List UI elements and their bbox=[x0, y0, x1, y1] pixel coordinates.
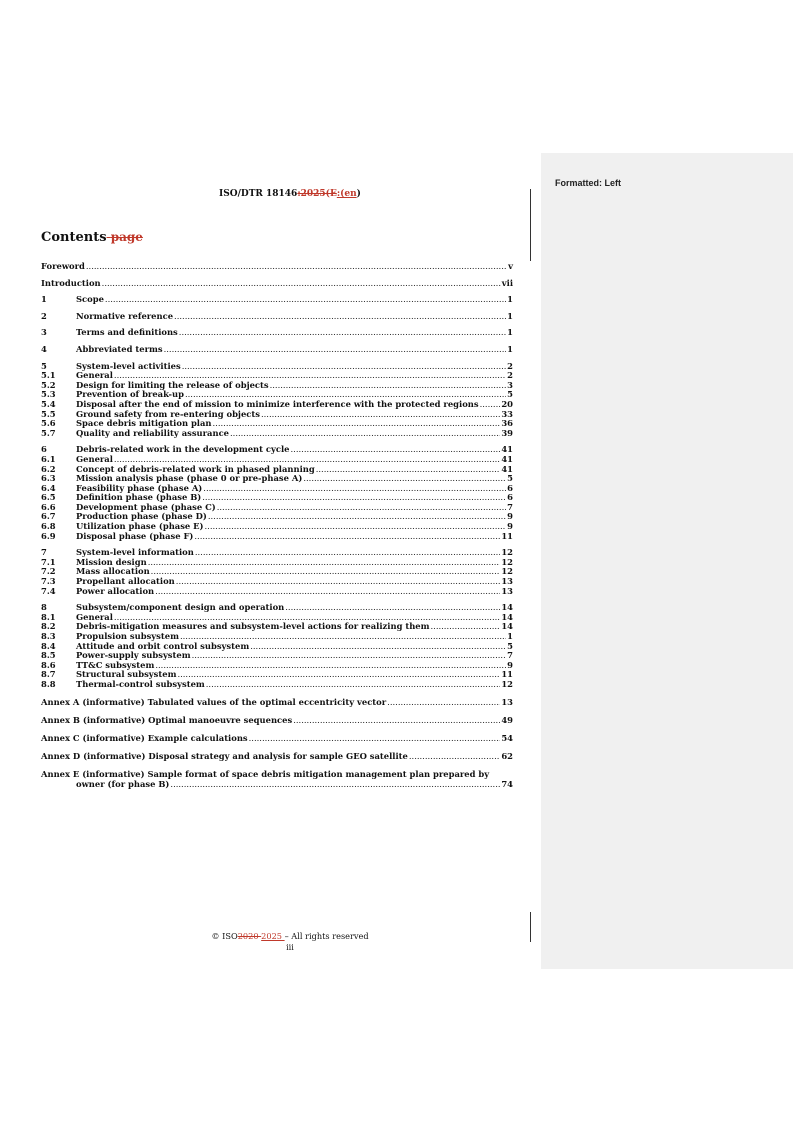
toc-entry[interactable] bbox=[41, 279, 513, 289]
toc-leader-dots bbox=[194, 532, 500, 542]
toc-entry-label: Debris-mitigation measures and subsystem-level actions for realizing them bbox=[76, 621, 430, 632]
toc-leader-dots bbox=[208, 512, 506, 522]
toc-annex-entry[interactable] bbox=[41, 734, 513, 744]
toc-annex-entry[interactable] bbox=[41, 752, 513, 762]
toc-entry-page: 12 bbox=[501, 556, 513, 567]
toc-entry-label: Abbreviated terms bbox=[76, 343, 163, 354]
table-of-contents bbox=[41, 262, 513, 790]
toc-entry-number: 6.6 bbox=[41, 501, 56, 512]
title-text: Contents bbox=[41, 230, 107, 245]
toc-entry-label: owner (for phase B) bbox=[76, 779, 170, 790]
toc-entry[interactable] bbox=[41, 262, 513, 272]
toc-entry-page: 14 bbox=[501, 602, 513, 613]
toc-entry-label: Development phase (phase C) bbox=[76, 501, 216, 512]
toc-leader-dots bbox=[303, 474, 506, 484]
toc-leader-dots bbox=[387, 698, 500, 708]
toc-entry[interactable] bbox=[41, 532, 513, 542]
toc-entry-page: 74 bbox=[501, 779, 513, 790]
toc-annex-entry[interactable] bbox=[41, 698, 513, 708]
toc-entry-label: Production phase (phase D) bbox=[76, 511, 207, 522]
toc-entry-number: 7.1 bbox=[41, 556, 56, 567]
toc-leader-dots bbox=[291, 445, 501, 455]
toc-leader-dots bbox=[174, 312, 506, 322]
toc-leader-dots bbox=[217, 503, 506, 513]
toc-entry-number: 7 bbox=[41, 547, 47, 558]
toc-entry-label: Annex D (informative) Disposal strategy and analysis for sample GEO satellite bbox=[41, 751, 408, 762]
toc-entry-number: 7.3 bbox=[41, 576, 56, 587]
toc-entry-number: 8 bbox=[41, 602, 47, 613]
toc-leader-dots bbox=[285, 603, 500, 613]
toc-entry-number: 7.2 bbox=[41, 566, 56, 577]
toc-entry-label: Feasibility phase (phase A) bbox=[76, 482, 203, 493]
toc-leader-dots bbox=[205, 522, 507, 532]
toc-entry-number: 8.6 bbox=[41, 659, 56, 670]
toc-entry-label: Mission analysis phase (phase 0 or pre-phase A) bbox=[76, 473, 303, 484]
toc-entry-label: System-level information bbox=[76, 547, 194, 558]
toc-entry-page: 12 bbox=[501, 547, 513, 558]
toc-entry-number: 5.1 bbox=[41, 370, 56, 381]
toc-entry-label: Introduction bbox=[41, 277, 101, 288]
toc-entry[interactable] bbox=[41, 345, 513, 355]
toc-entry-number: 6.2 bbox=[41, 463, 56, 474]
toc-entry-label: Concept of debris-related work in phased planning bbox=[76, 463, 315, 474]
page-header bbox=[0, 189, 580, 199]
toc-entry-label: Disposal after the end of mission to minimize interference with the protected regions bbox=[76, 398, 479, 409]
toc-entry-label: Power-supply subsystem bbox=[76, 650, 191, 661]
header-close: ) bbox=[356, 189, 361, 199]
toc-leader-dots bbox=[195, 548, 500, 558]
toc-leader-dots bbox=[409, 752, 500, 762]
footer-deleted-year: 2020 bbox=[237, 931, 262, 941]
toc-entry-page: 5 bbox=[507, 389, 513, 400]
footer-copyright: © ISO bbox=[211, 931, 238, 941]
toc-entry-number: 6 bbox=[41, 444, 47, 455]
toc-entry-page: 3 bbox=[507, 379, 513, 390]
toc-leader-dots bbox=[155, 587, 500, 597]
toc-entry-number: 8.5 bbox=[41, 650, 56, 661]
page-footer bbox=[0, 931, 580, 953]
toc-leader-dots bbox=[270, 381, 507, 391]
toc-entry-page: 13 bbox=[501, 697, 513, 708]
toc-entry[interactable] bbox=[41, 429, 513, 439]
toc-leader-dots bbox=[170, 780, 500, 790]
toc-annex-e[interactable] bbox=[41, 770, 513, 789]
toc-entry-page: 1 bbox=[507, 631, 513, 641]
toc-leader-dots bbox=[148, 558, 501, 568]
toc-entry-label: Mission design bbox=[76, 556, 147, 567]
toc-entry-number: 2 bbox=[41, 310, 47, 321]
header-deleted-text: :2025(E bbox=[297, 189, 337, 199]
toc-entry-page: 2 bbox=[507, 370, 513, 381]
toc-leader-dots bbox=[192, 651, 507, 661]
toc-leader-dots bbox=[293, 716, 500, 726]
toc-entry-label: TT&C subsystem bbox=[76, 659, 155, 670]
toc-entry-label: Subsystem/component design and operation bbox=[76, 602, 285, 613]
toc-entry-label: Annex E (informative) Sample format of space debris mitigation management plan prepared by bbox=[41, 769, 490, 780]
toc-leader-dots bbox=[261, 410, 500, 420]
toc-entry[interactable] bbox=[41, 312, 513, 322]
toc-entry-number: 5 bbox=[41, 360, 47, 371]
toc-entry-number: 8.7 bbox=[41, 669, 56, 680]
toc-entry[interactable] bbox=[41, 680, 513, 690]
header-inserted-text: :(en bbox=[336, 189, 357, 199]
toc-entry-page: 6 bbox=[507, 482, 513, 493]
toc-entry-number: 8.1 bbox=[41, 611, 56, 622]
toc-entry-label: Annex C (informative) Example calculations bbox=[41, 733, 248, 744]
toc-entry-page: 7 bbox=[507, 501, 513, 512]
toc-entry-page: v bbox=[508, 261, 513, 271]
toc-entry-page: 5 bbox=[507, 640, 513, 651]
comment-sidebar bbox=[541, 153, 793, 969]
toc-entry-number: 6.8 bbox=[41, 521, 56, 532]
toc-leader-dots bbox=[179, 328, 506, 338]
toc-leader-dots bbox=[213, 419, 501, 429]
toc-entry-label: General bbox=[76, 453, 113, 464]
toc-entry-page: 9 bbox=[507, 659, 513, 670]
formatting-note: Formatted: Left bbox=[555, 178, 621, 188]
toc-entry-number: 6.3 bbox=[41, 473, 56, 484]
toc-leader-dots bbox=[249, 734, 501, 744]
footer-rights: – All rights reserved bbox=[284, 931, 369, 941]
toc-entry-number: 6.7 bbox=[41, 511, 56, 522]
toc-entry-label: Prevention of break-up bbox=[76, 389, 184, 400]
toc-entry-label: System-level activities bbox=[76, 360, 181, 371]
toc-entry-label: Power allocation bbox=[76, 585, 155, 596]
toc-entry-label: Utilization phase (phase E) bbox=[76, 521, 204, 532]
toc-entry-number: 5.4 bbox=[41, 398, 56, 409]
toc-entry-page: 33 bbox=[501, 408, 513, 419]
toc-entry-page: 49 bbox=[501, 715, 513, 726]
toc-entry-label: General bbox=[76, 611, 113, 622]
title-deleted-text: page bbox=[110, 230, 143, 244]
toc-entry-label: Annex A (informative) Tabulated values of the optimal eccentricity vector bbox=[41, 697, 387, 708]
toc-entry-number: 5.5 bbox=[41, 408, 56, 419]
footer-page-number: iii bbox=[286, 942, 294, 952]
toc-entry[interactable] bbox=[41, 328, 513, 338]
toc-entry-page: 62 bbox=[501, 751, 513, 762]
toc-entry-label: Normative reference bbox=[76, 310, 174, 321]
toc-leader-dots bbox=[202, 493, 506, 503]
toc-entry-label: Structural subsystem bbox=[76, 669, 177, 680]
toc-entry-page: 13 bbox=[501, 576, 513, 587]
toc-entry-number: 6.5 bbox=[41, 492, 56, 503]
toc-entry-page: 9 bbox=[507, 521, 513, 532]
toc-entry-number: 8.8 bbox=[41, 678, 56, 689]
toc-entry-page: 36 bbox=[501, 418, 513, 429]
change-bar-top bbox=[530, 189, 531, 261]
toc-entry-number: 5.2 bbox=[41, 379, 56, 390]
page-title bbox=[41, 230, 143, 245]
toc-entry-number: 8.2 bbox=[41, 621, 56, 632]
toc-entry-number: 5.7 bbox=[41, 427, 56, 438]
toc-entry-label: General bbox=[76, 370, 113, 381]
toc-leader-dots bbox=[164, 345, 507, 355]
toc-entry-page: 14 bbox=[501, 611, 513, 622]
toc-entry-page: 39 bbox=[501, 427, 513, 438]
footer-inserted-year: 2025 bbox=[261, 931, 285, 941]
toc-entry-label: Propellant allocation bbox=[76, 576, 175, 587]
toc-entry-page: vii bbox=[501, 277, 513, 288]
toc-entry-page: 12 bbox=[501, 678, 513, 689]
header-doc-id: ISO/DTR 18146 bbox=[219, 189, 298, 199]
toc-entry-label: Space debris mitigation plan bbox=[76, 418, 212, 429]
toc-leader-dots bbox=[155, 661, 506, 671]
toc-annex-entry[interactable] bbox=[41, 716, 513, 726]
toc-entry-number: 8.3 bbox=[41, 631, 56, 641]
toc-entry-page: 13 bbox=[501, 585, 513, 596]
toc-entry-page: 6 bbox=[507, 492, 513, 503]
toc-entry-number: 6.1 bbox=[41, 453, 56, 464]
toc-leader-dots bbox=[206, 680, 501, 690]
toc-entry-number: 7.4 bbox=[41, 585, 56, 596]
toc-entry-number: 6.9 bbox=[41, 530, 56, 541]
toc-leader-dots bbox=[316, 465, 501, 475]
toc-leader-dots bbox=[250, 642, 506, 652]
toc-entry-page: 14 bbox=[501, 621, 513, 632]
toc-entry-label: Design for limiting the release of objects bbox=[76, 379, 269, 390]
toc-entry-label: Quality and reliability assurance bbox=[76, 427, 229, 438]
toc-entry-label: Disposal phase (phase F) bbox=[76, 530, 194, 541]
toc-entry[interactable] bbox=[41, 295, 513, 305]
toc-entry-label: Attitude and orbit control subsystem bbox=[76, 640, 250, 651]
toc-entry-label: Mass allocation bbox=[76, 566, 150, 577]
toc-entry-page: 2 bbox=[507, 360, 513, 371]
toc-entry[interactable] bbox=[41, 587, 513, 597]
toc-entry-label: Foreword bbox=[41, 261, 85, 271]
toc-leader-dots bbox=[151, 567, 501, 577]
toc-leader-dots bbox=[230, 429, 500, 439]
toc-leader-dots bbox=[177, 670, 500, 680]
toc-entry-label: Definition phase (phase B) bbox=[76, 492, 202, 503]
toc-entry-page: 1 bbox=[507, 343, 513, 354]
toc-entry-page: 1 bbox=[507, 294, 513, 305]
toc-entry-number: 5.6 bbox=[41, 418, 56, 429]
toc-leader-dots bbox=[203, 484, 506, 494]
toc-entry-number: 4 bbox=[41, 343, 47, 354]
toc-entry-label: Thermal-control subsystem bbox=[76, 678, 205, 689]
toc-entry-label: Ground safety from re-entering objects bbox=[76, 408, 260, 419]
toc-entry-page: 41 bbox=[501, 453, 513, 464]
toc-entry-page: 1 bbox=[507, 310, 513, 321]
toc-entry-number: 8.4 bbox=[41, 640, 56, 651]
toc-entry-label: Debris-related work in the development cycle bbox=[76, 444, 290, 455]
toc-leader-dots bbox=[176, 577, 501, 587]
toc-entry-page: 12 bbox=[501, 566, 513, 577]
toc-entry-page: 11 bbox=[501, 669, 513, 680]
toc-entry-number: 5.3 bbox=[41, 389, 56, 400]
toc-entry-number: 3 bbox=[41, 327, 47, 338]
toc-entry-number: 1 bbox=[41, 294, 47, 305]
toc-leader-dots bbox=[431, 622, 501, 632]
toc-entry-label: Annex B (informative) Optimal manoeuvre sequences bbox=[41, 715, 293, 726]
toc-leader-dots bbox=[86, 262, 507, 272]
toc-leader-dots bbox=[480, 400, 501, 410]
toc-entry-label: Scope bbox=[76, 294, 104, 305]
toc-entry-page: 41 bbox=[501, 444, 513, 455]
toc-entry-number: 6.4 bbox=[41, 482, 56, 493]
toc-entry-page: 5 bbox=[507, 473, 513, 484]
toc-entry-page: 9 bbox=[507, 511, 513, 522]
toc-leader-dots bbox=[182, 362, 506, 372]
toc-leader-dots bbox=[105, 295, 506, 305]
toc-entry-label: Terms and definitions bbox=[76, 327, 178, 338]
toc-leader-dots bbox=[102, 279, 501, 289]
toc-entry-page: 54 bbox=[501, 733, 513, 744]
toc-entry-page: 11 bbox=[501, 530, 513, 541]
toc-entry-page: 7 bbox=[507, 650, 513, 661]
toc-entry-page: 1 bbox=[507, 327, 513, 338]
toc-entry-page: 41 bbox=[501, 463, 513, 474]
toc-entry-label: Propulsion subsystem bbox=[76, 631, 179, 641]
toc-entry-page: 20 bbox=[501, 398, 513, 409]
